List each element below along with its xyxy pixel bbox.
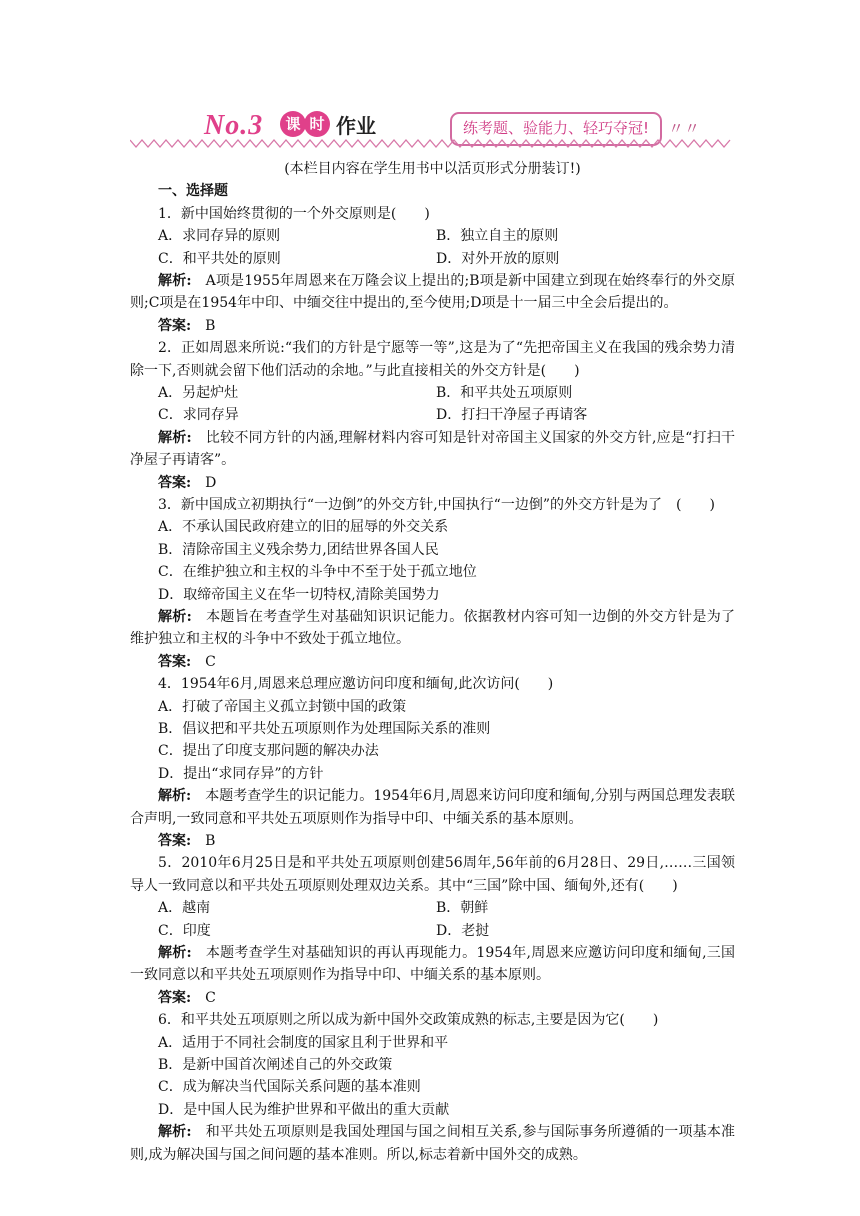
question-4-option-b: B．倡议把和平共处五项原则作为处理国际关系的准则 [158,720,491,737]
analysis-label: 解析: [158,1124,192,1141]
question-6-stem: 6．和平共处五项原则之所以成为新中国外交政策成熟的标志,主要是因为它( ) [158,1012,659,1029]
question-5-stem: 5．2010年6月25日是和平共处五项原则创建56周年,56年前的6月28日、29日,……三国领导人一致同意以和平共处五项原则处理双边关系。其中“三国”除中国、缅甸外,还有( ) [130,855,735,894]
slogan-text: 练考题、验能力、轻巧夺冠! [462,119,649,137]
question-2-options-row [130,382,735,404]
answer-value: C [205,989,216,1006]
analysis-text: 和平共处五项原则是我国处理国与国之间相互关系,参与国际事务所遵循的一项基本准则,成为解决国与国之间问题的基本准则。所以,标志着新中国外交的成熟。 [130,1124,736,1163]
analysis-text: 本题考查学生对基础知识的再认再现能力。1954年,周恩来应邀访问印度和缅甸,三国一致同意以和平共处五项原则作为指导中印、中缅关系的基本原则。 [130,944,736,984]
question-6-option-d: D．是中国人民为维护世界和平做出的重大贡献 [158,1101,450,1118]
question-2-analysis [130,427,735,472]
binding-note: (本栏目内容在学生用书中以活页形式分册装订!) [284,161,581,177]
analysis-text: 本题旨在考查学生对基础知识识记能力。依据教材内容可知一边倒的外交方针是为了维护独立和主权的斗争中不致处于孤立地位。 [130,608,736,648]
question-6-option-a: A．适用于不同社会制度的国家且利于世界和平 [158,1034,449,1051]
answer-label: 答案: [158,317,192,334]
header-banner [130,104,735,150]
question-5-options-row [130,920,735,942]
question-1-answer [130,315,735,337]
question-3-option-c: C．在维护独立和主权的斗争中不至于处于孤立地位 [158,564,477,581]
answer-label: 答案: [158,474,192,491]
question-2-option-a: A．另起炉灶 [158,385,239,401]
question-1-option-a: A．求同存异的原则 [158,228,281,245]
question-5-option-b: B．朝鲜 [436,900,489,917]
question-2-option-b: B．和平共处五项原则 [436,385,573,401]
analysis-label: 解析: [158,608,192,625]
question-3-stem: 3．新中国成立初期执行“一边倒”的外交方针,中国执行“一边倒”的外交方针是为了 ( ) [158,497,715,514]
analysis-text: A项是1955年周恩来在万隆会议上提出的;B项是新中国建立到现在始终奉行的外交原则;C项是在1954年中印、中缅交往中提出的,至今使用;D项是十一届三中全会后提出的。 [130,272,736,312]
question-5-option-a: A．越南 [158,900,211,917]
analysis-label: 解析: [158,788,192,805]
question-4-analysis [130,785,735,830]
badge-shi: 时 [304,111,330,137]
worksheet-body [130,158,735,1166]
question-4-option-c: C．提出了印度支那问题的解决办法 [158,743,379,760]
question-4-stem: 4．1954年6月,周恩来总理应邀访问印度和缅甸,此次访问( ) [158,676,554,693]
question-3-option-a: A．不承认国民政府建立的旧的屈辱的外交关系 [158,519,449,536]
analysis-label: 解析: [158,429,192,446]
answer-label: 答案: [158,989,192,1006]
question-6-option-b: B．是新中国首次阐述自己的外交政策 [158,1056,393,1073]
question-2-stem: 2．正如周恩来所说:“我们的方针是宁愿等一等”,这是为了“先把帝国主义在我国的残余势力清除一下,否则就会留下他们活动的余地。”与此直接相关的外交方针是( ) [130,340,735,379]
question-1-options-row [130,248,735,270]
section-heading: 一、选择题 [158,183,228,200]
question-2-answer [130,472,735,494]
question-2-options-row [130,404,735,426]
question-3-analysis [130,606,735,651]
question-1-option-c: C．和平共处的原则 [158,250,281,267]
badge-ke: 课 [280,111,306,137]
answer-value: C [205,653,216,670]
analysis-label: 解析: [158,944,192,961]
question-4-option-d: D．提出“求同存异”的方针 [158,765,324,782]
question-1-options-row [130,225,735,247]
question-5-answer [130,987,735,1009]
header-title: 作业 [336,114,376,138]
brush-decoration-icon: 〃〃 [668,119,701,138]
zigzag-divider [130,137,735,149]
question-1-option-d: D．对外开放的原则 [436,250,560,267]
question-1-option-b: B．独立自主的原则 [436,228,559,245]
question-6-analysis [130,1121,735,1166]
answer-label: 答案: [158,832,192,849]
analysis-text: 比较不同方针的内涵,理解材料内容可知是针对帝国主义国家的外交方针,应是“打扫干净屋子再请客”。 [130,429,736,469]
question-5-options-row [130,897,735,919]
brand-logo: No.3 [204,110,264,141]
answer-value: B [205,832,216,849]
question-3-answer [130,651,735,673]
question-2-option-d: D．打扫干净屋子再请客 [436,407,588,424]
answer-value: B [205,317,216,334]
answer-value: D [205,474,217,491]
analysis-text: 本题考查学生的识记能力。1954年6月,周恩来访问印度和缅甸,分别与两国总理发表联合声明,一致同意和平共处五项原则作为指导中印、中缅关系的基本原则。 [130,788,735,827]
question-1-analysis [130,270,735,315]
question-1-stem: 1．新中国始终贯彻的一个外交原则是( ) [158,205,430,222]
question-2-option-c: C．求同存异 [158,407,239,424]
question-4-answer [130,830,735,852]
question-5-option-c: C．印度 [158,922,211,939]
question-6-option-c: C．成为解决当代国际关系问题的基本准则 [158,1079,421,1096]
question-4-option-a: A．打破了帝国主义孤立封锁中国的政策 [158,698,407,715]
question-5-analysis [130,942,735,987]
question-3-option-d: D．取缔帝国主义在华一切特权,清除美国势力 [158,586,440,603]
answer-label: 答案: [158,653,192,670]
analysis-label: 解析: [158,272,192,289]
question-5-option-d: D．老挝 [436,922,490,939]
question-3-option-b: B．清除帝国主义残余势力,团结世界各国人民 [158,541,439,558]
